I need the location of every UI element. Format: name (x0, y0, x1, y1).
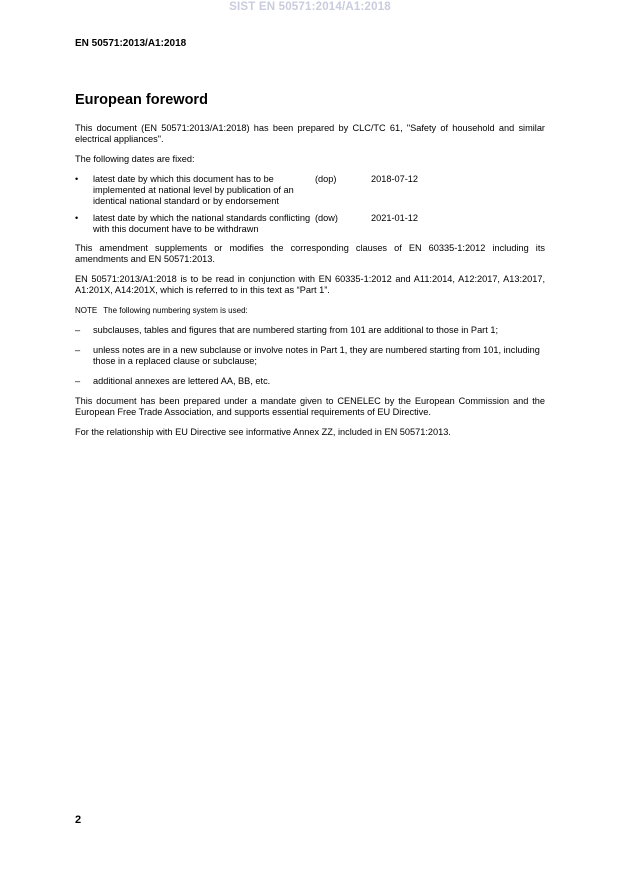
dash: – (75, 325, 81, 335)
intro-paragraph: This document (EN 50571:2013/A1:2018) has been prepared by CLC/TC 61, "Safety of household and similar electrical appliances". (75, 123, 545, 144)
document-id-header: EN 50571:2013/A1:2018 (75, 38, 187, 49)
dates-list (75, 174, 545, 235)
list-item (75, 376, 545, 387)
date-value: 2018-07-12 (371, 174, 418, 184)
date-abbreviation: (dow) (315, 213, 338, 223)
list-item (75, 345, 545, 367)
list-item (75, 325, 545, 336)
date-description: latest date by which this document has to be implemented at national level by publication of an identical national standard or by endorsement (93, 174, 294, 206)
list-item-text: subclauses, tables and figures that are numbered starting from 101 are additional to those in Part 1; (93, 325, 498, 335)
relationship-paragraph: For the relationship with EU Directive see informative Annex ZZ, included in EN 50571:2013. (75, 427, 451, 437)
list-item-text: unless notes are in a new subclause or involve notes in Part 1, they are numbered starting from 101, including those in a replaced clause or subclause; (93, 345, 540, 366)
mandate-paragraph: This document has been prepared under a mandate given to CENELEC by the European Commission and the European Free Trade Association, and supports essential requirements of EU Directive. (75, 396, 545, 417)
numbering-list (75, 325, 545, 387)
date-abbreviation: (dop) (315, 174, 337, 184)
list-item-text: additional annexes are lettered AA, BB, etc. (93, 376, 271, 386)
dates-intro: The following dates are fixed: (75, 154, 195, 164)
dash: – (75, 376, 81, 386)
date-row-dop (75, 174, 545, 207)
section-heading: European foreword (75, 92, 208, 108)
date-row-dow (75, 213, 545, 235)
date-description: latest date by which the national standards conflicting with this document have to be withdrawn (93, 213, 311, 234)
bullet: • (75, 213, 79, 223)
foreword-content (75, 92, 545, 447)
note (75, 305, 545, 316)
dash: – (75, 345, 81, 355)
page-number: 2 (75, 814, 82, 826)
bullet: • (75, 174, 79, 184)
date-value: 2021-01-12 (371, 213, 418, 223)
note-label: NOTE (75, 306, 98, 315)
watermark: SIST EN 50571:2014/A1:2018 (229, 1, 391, 13)
note-text: The following numbering system is used: (103, 306, 248, 315)
amendment-paragraph: This amendment supplements or modifies the corresponding clauses of EN 60335-1:2012 including its amendments and EN 50571:2013. (75, 243, 545, 264)
conjunction-paragraph: EN 50571:2013/A1:2018 is to be read in conjunction with EN 60335-1:2012 and A11:2014, A12:2017, A13:2017, A1:201X, A14:201X, which is referred to in this text as “Part 1”. (75, 274, 545, 295)
